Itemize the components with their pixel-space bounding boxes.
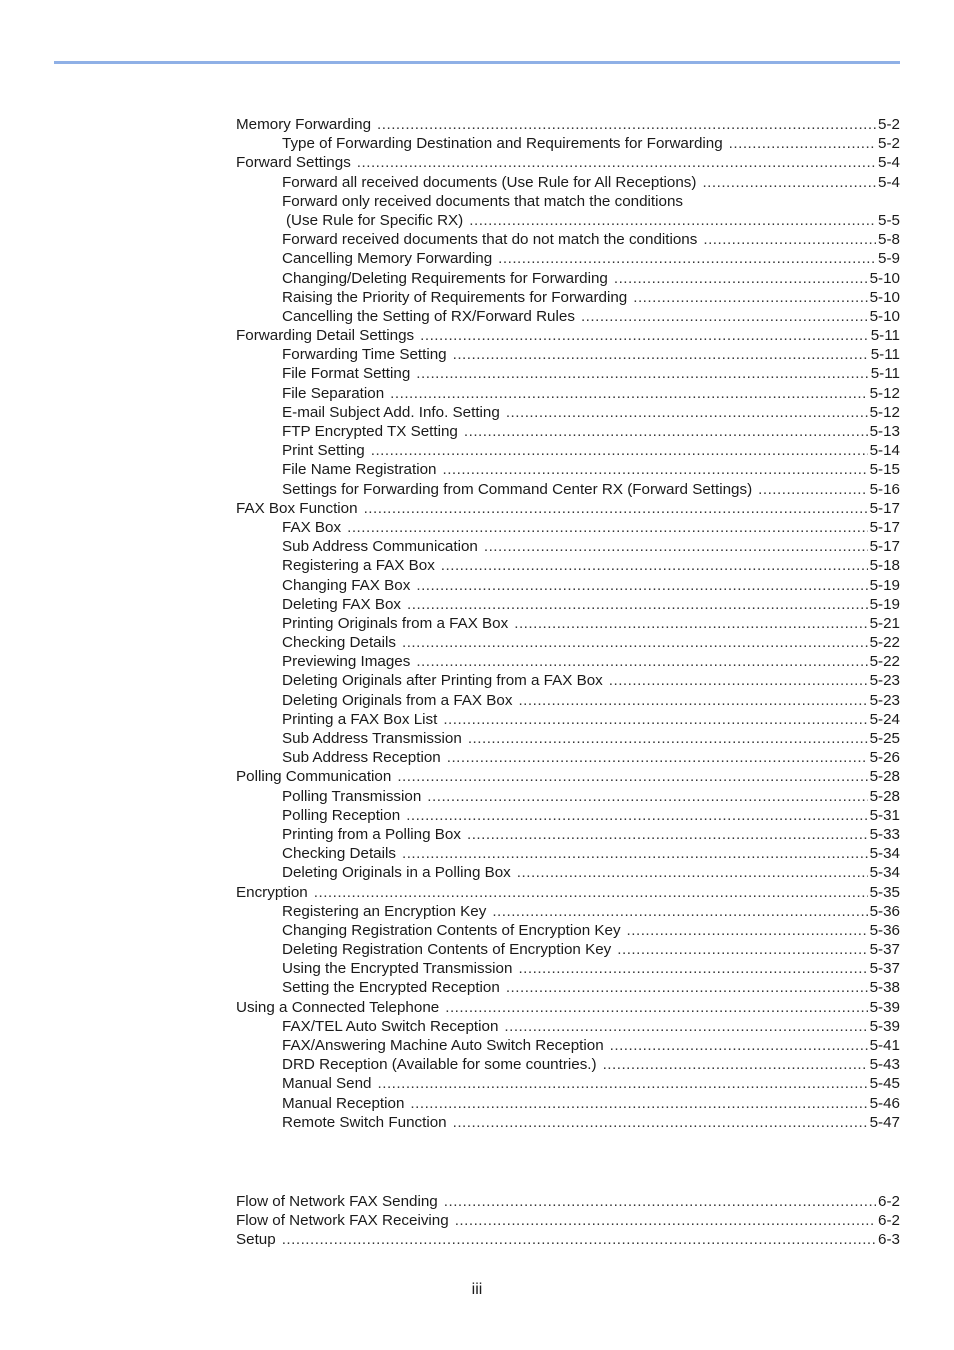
toc-entry-title: Registering an Encryption Key — [282, 902, 487, 920]
toc-entry[interactable] — [236, 825, 900, 844]
toc-entry-page: 5-4 — [878, 154, 900, 172]
toc-entry[interactable] — [236, 806, 900, 825]
toc-entry[interactable] — [236, 422, 900, 441]
toc-entry-page: 5-38 — [869, 979, 900, 997]
toc-entry-title: FAX/Answering Machine Auto Switch Reception — [282, 1037, 604, 1054]
toc-dot-leader — [609, 671, 868, 690]
toc-entry-page: 6-3 — [878, 1231, 900, 1249]
toc-entry-title: Printing a FAX Box List — [282, 710, 438, 728]
toc-entry[interactable] — [236, 345, 900, 364]
toc-dot-leader — [468, 729, 868, 748]
toc-entry-title: Flow of Network FAX Receiving — [236, 1212, 449, 1230]
toc-entry-title: Changing Registration Contents of Encryption Key — [282, 921, 621, 939]
toc-entry-page: 5-36 — [869, 902, 900, 920]
toc-entry-page: 5-37 — [869, 960, 900, 978]
toc-dot-leader — [729, 134, 876, 153]
toc-entry-page: 5-33 — [869, 825, 900, 843]
toc-dot-leader — [464, 422, 868, 441]
toc-entry-title: Deleting Originals in a Polling Box — [282, 864, 511, 882]
toc-entry-page: 5-16 — [869, 480, 900, 498]
toc-entry-title: Changing/Deleting Requirements for Forwarding — [282, 269, 608, 287]
toc-entry[interactable] — [236, 480, 900, 499]
toc-dot-leader — [390, 384, 867, 403]
toc-entry-title: Memory Forwarding — [236, 116, 372, 133]
toc-entry[interactable] — [236, 671, 900, 690]
toc-entry[interactable] — [236, 691, 900, 710]
toc-entry-title: Deleting Originals after Printing from a FAX Box — [282, 672, 603, 690]
toc-entry-page: 5-5 — [878, 211, 900, 229]
toc-entry-page: 5-21 — [869, 614, 900, 632]
toc-entry-title: Deleting Originals from a FAX Box — [282, 691, 513, 709]
toc-entry-page: 5-34 — [869, 845, 900, 863]
toc-entry-title: Deleting FAX Box — [282, 595, 402, 613]
toc-entry-title: Remote Switch Function — [282, 1113, 447, 1131]
toc-entry[interactable] — [236, 518, 900, 537]
toc-entry-page: 5-39 — [869, 998, 900, 1016]
toc-entry-page: 5-18 — [869, 557, 900, 575]
toc-dot-leader — [406, 806, 867, 825]
toc-entry-page: 5-25 — [869, 730, 900, 747]
toc-entry-page: 5-4 — [878, 173, 900, 191]
toc-entry-page: 5-12 — [869, 403, 900, 421]
toc-entry[interactable] — [236, 614, 900, 633]
toc-dot-leader — [377, 115, 876, 134]
toc-entry-title: Forward received documents that do not match the conditions — [282, 231, 698, 249]
toc-entry-title: Sub Address Reception — [282, 749, 441, 767]
toc-dot-leader — [702, 173, 876, 192]
toc-entry[interactable] — [236, 173, 900, 192]
toc-entry-title: Forward all received documents (Use Rule for All Receptions) — [282, 173, 697, 191]
toc-dot-leader — [703, 230, 876, 249]
toc-entry-page: 5-17 — [869, 518, 900, 536]
toc-entry-title: Registering a FAX Box — [282, 557, 435, 575]
toc-entry-page: 5-34 — [869, 864, 900, 882]
toc-entry-page: 5-35 — [869, 883, 900, 901]
toc-entry[interactable] — [236, 1055, 900, 1074]
toc-entry[interactable] — [236, 978, 900, 997]
toc-entry-page: 5-12 — [869, 384, 900, 402]
toc-entry-title: Polling Reception — [282, 806, 401, 824]
toc-entry[interactable] — [236, 1192, 900, 1211]
toc-entry-page: 5-13 — [869, 423, 900, 440]
toc-entry-page: 5-22 — [869, 634, 900, 652]
toc-entry-page: 5-24 — [869, 710, 900, 728]
toc-dot-leader — [397, 767, 867, 786]
toc-entry-page: 5-10 — [869, 307, 900, 325]
toc-entry-title: Cancelling Memory Forwarding — [282, 250, 493, 268]
toc-dot-leader — [416, 652, 867, 671]
toc-dot-leader — [506, 978, 868, 997]
toc-entry-title: Cancelling the Setting of RX/Forward Rules — [282, 307, 575, 325]
toc-entry[interactable] — [236, 921, 900, 940]
toc-entry-title: Forwarding Detail Settings — [236, 327, 415, 345]
toc-entry[interactable] — [236, 326, 900, 345]
toc-entry-title: Sub Address Transmission — [282, 730, 462, 747]
toc-dot-leader — [633, 288, 867, 307]
toc-entry-page: 5-36 — [869, 921, 900, 939]
toc-entry-page: 5-19 — [869, 595, 900, 613]
toc-entry-title: (Use Rule for Specific RX) — [286, 211, 464, 229]
toc-entry[interactable] — [236, 729, 900, 748]
toc-entry-page: 5-23 — [869, 672, 900, 690]
toc-entry-title: File Separation — [282, 384, 385, 402]
toc-dot-leader — [453, 1113, 868, 1132]
toc-dot-leader — [518, 959, 867, 978]
toc-entry[interactable] — [236, 1094, 900, 1113]
toc-entry-title: Printing Originals from a FAX Box — [282, 614, 509, 632]
toc-dot-leader — [498, 249, 876, 268]
toc-entry[interactable] — [236, 441, 900, 460]
toc-entry[interactable] — [236, 652, 900, 671]
toc-entry-title: Previewing Images — [282, 653, 411, 671]
toc-entry-page: 5-11 — [870, 346, 900, 364]
toc-entry-title: DRD Reception (Available for some countries.) — [282, 1056, 597, 1074]
toc-entry-title: Checking Details — [282, 634, 396, 652]
toc-dot-leader — [453, 345, 869, 364]
toc-entry-title: Type of Forwarding Destination and Requirements for Forwarding — [282, 135, 723, 153]
toc-dot-leader — [420, 326, 869, 345]
page-number: iii — [471, 1281, 483, 1298]
toc-dot-leader — [614, 269, 868, 288]
toc-entry-page: 5-22 — [869, 653, 900, 671]
toc-entry-page: 5-17 — [869, 538, 900, 556]
toc-entry[interactable] — [236, 595, 900, 614]
toc-entry[interactable] — [236, 767, 900, 786]
toc-dot-leader — [441, 556, 868, 575]
toc-dot-leader — [427, 787, 867, 806]
toc-entry-page: 5-2 — [878, 135, 900, 153]
toc-dot-leader — [758, 480, 867, 499]
toc-entry[interactable] — [236, 1113, 900, 1132]
header-rule — [54, 61, 900, 64]
toc-entry-page: 5-45 — [869, 1075, 900, 1093]
toc-dot-leader — [442, 460, 867, 479]
toc-dot-leader — [347, 518, 868, 537]
toc-entry-page: 5-39 — [869, 1017, 900, 1035]
toc-entry-page: 5-47 — [869, 1113, 900, 1131]
toc-dot-leader — [364, 499, 868, 518]
toc-entry-title: Raising the Priority of Requirements for Forwarding — [282, 288, 628, 306]
toc-entry-title: Flow of Network FAX Sending — [236, 1193, 438, 1210]
toc-entry-title: Manual Reception — [282, 1094, 405, 1112]
toc-dot-leader — [407, 595, 868, 614]
toc-entry-title: Print Setting — [282, 442, 365, 460]
toc-entry[interactable] — [236, 211, 900, 230]
toc-entry[interactable] — [236, 576, 900, 595]
toc-entry-page: 5-9 — [878, 250, 900, 268]
toc-entry[interactable] — [236, 902, 900, 921]
toc-entry-title: Printing from a Polling Box — [282, 825, 461, 843]
toc-dot-leader — [518, 691, 867, 710]
toc-entry-title: Forward Settings — [236, 154, 351, 172]
toc-entry[interactable] — [236, 307, 900, 326]
toc-entry-title: Encryption — [236, 883, 308, 901]
toc-dot-leader — [416, 364, 868, 383]
toc-entry[interactable] — [236, 787, 900, 806]
toc-dot-leader — [455, 1211, 876, 1230]
toc-entry-title: Forwarding Time Setting — [282, 346, 447, 364]
toc-entry-page: 5-28 — [869, 787, 900, 805]
toc-entry-page: 5-8 — [878, 231, 900, 249]
toc-section-6 — [236, 1192, 900, 1250]
toc-dot-leader — [410, 1094, 867, 1113]
toc-entry[interactable] — [236, 863, 900, 882]
toc-dot-leader — [610, 1036, 868, 1055]
toc-entry-page: 5-28 — [869, 768, 900, 786]
toc-dot-leader — [445, 998, 867, 1017]
toc-dot-leader — [506, 403, 868, 422]
toc-dot-leader — [492, 902, 867, 921]
toc-dot-leader — [517, 863, 868, 882]
toc-entry-title: Sub Address Communication — [282, 538, 478, 556]
toc-entry-title: Setting the Encrypted Reception — [282, 979, 500, 997]
toc-entry-page: 5-14 — [869, 442, 900, 460]
toc-entry[interactable] — [236, 844, 900, 863]
toc-section-5 — [236, 115, 900, 1132]
toc-dot-leader — [447, 748, 868, 767]
toc-dot-leader — [357, 153, 876, 172]
toc-entry-title: FAX Box — [282, 518, 342, 536]
toc-dot-leader — [469, 211, 876, 230]
toc-entry[interactable] — [236, 269, 900, 288]
toc-dot-leader — [467, 825, 868, 844]
toc-entry[interactable] — [236, 748, 900, 767]
toc-entry-page: 5-31 — [869, 806, 900, 824]
toc-dot-leader — [603, 1055, 868, 1074]
toc-dot-leader — [443, 710, 867, 729]
toc-entry[interactable] — [236, 1036, 900, 1055]
toc-entry[interactable] — [236, 1074, 900, 1093]
toc-entry-page: 5-37 — [869, 941, 900, 959]
toc-dot-leader — [504, 1017, 867, 1036]
toc-entry[interactable] — [236, 633, 900, 652]
toc-dot-leader — [484, 537, 868, 556]
toc-dot-leader — [444, 1192, 876, 1211]
toc-entry[interactable] — [236, 556, 900, 575]
toc-entry[interactable] — [236, 1211, 900, 1230]
toc-entry-page: 6-2 — [878, 1212, 900, 1230]
toc-entry[interactable] — [236, 537, 900, 556]
toc-dot-leader — [627, 921, 868, 940]
toc-entry[interactable] — [236, 153, 900, 172]
toc-dot-leader — [282, 1230, 876, 1249]
toc-dot-leader — [402, 844, 868, 863]
toc-dot-leader — [617, 940, 867, 959]
toc-entry[interactable] — [236, 1230, 900, 1249]
toc-entry-page: 5-23 — [869, 691, 900, 709]
toc-dot-leader — [371, 441, 868, 460]
toc-entry-title: Changing FAX Box — [282, 576, 411, 594]
toc-dot-leader — [514, 614, 867, 633]
toc-entry[interactable] — [236, 384, 900, 403]
toc-entry-page: 5-46 — [869, 1094, 900, 1112]
toc-entry-page: 5-43 — [869, 1056, 900, 1074]
toc-entry-title: Manual Send — [282, 1075, 372, 1093]
toc-entry-title: File Name Registration — [282, 461, 437, 479]
toc-dot-leader — [416, 576, 867, 595]
toc-entry-title: Forward only received documents that match the conditions — [282, 192, 683, 210]
toc-dot-leader — [402, 633, 868, 652]
toc-entry-page: 5-10 — [869, 288, 900, 306]
toc-entry-page: 5-10 — [869, 269, 900, 287]
toc-dot-leader — [581, 307, 868, 326]
toc-entry[interactable] — [236, 192, 900, 211]
toc-entry-page: 5-2 — [878, 116, 900, 133]
toc-entry-title: Polling Transmission — [282, 787, 422, 805]
toc-entry[interactable] — [236, 115, 900, 134]
toc-entry[interactable] — [236, 364, 900, 383]
toc-dot-leader — [378, 1074, 868, 1093]
toc-entry[interactable] — [236, 288, 900, 307]
toc-entry-title: Checking Details — [282, 845, 396, 863]
toc-entry-title: Using the Encrypted Transmission — [282, 960, 513, 978]
toc-entry[interactable] — [236, 940, 900, 959]
toc-entry-title: FTP Encrypted TX Setting — [282, 423, 458, 440]
toc-entry-page: 6-2 — [878, 1193, 900, 1210]
toc-entry-title: Setup — [236, 1231, 276, 1249]
toc-entry[interactable] — [236, 959, 900, 978]
toc-entry[interactable] — [236, 460, 900, 479]
toc-entry[interactable] — [236, 230, 900, 249]
toc-entry[interactable] — [236, 710, 900, 729]
toc-entry-page: 5-19 — [869, 576, 900, 594]
toc-entry-title: Settings for Forwarding from Command Center RX (Forward Settings) — [282, 480, 753, 498]
toc-entry-page: 5-11 — [870, 327, 900, 345]
toc-entry-title: Polling Communication — [236, 768, 392, 786]
toc-entry-page: 5-15 — [869, 461, 900, 479]
toc-entry-title: FAX Box Function — [236, 499, 358, 517]
toc-entry-title: File Format Setting — [282, 365, 411, 383]
toc-entry[interactable] — [236, 1017, 900, 1036]
toc-entry-title: Deleting Registration Contents of Encryption Key — [282, 941, 612, 959]
toc-entry-page: 5-26 — [869, 749, 900, 767]
toc-entry-title: Using a Connected Telephone — [236, 998, 440, 1016]
toc-entry-title: E-mail Subject Add. Info. Setting — [282, 403, 500, 421]
toc-entry-page: 5-17 — [869, 499, 900, 517]
toc-entry[interactable] — [236, 883, 900, 902]
toc-entry[interactable] — [236, 998, 900, 1017]
toc-entry-page: 5-11 — [870, 365, 900, 383]
toc-entry[interactable] — [236, 499, 900, 518]
toc-entry[interactable] — [236, 403, 900, 422]
toc-dot-leader — [314, 883, 868, 902]
toc-entry-title: FAX/TEL Auto Switch Reception — [282, 1017, 499, 1035]
toc-entry[interactable] — [236, 249, 900, 268]
toc-entry[interactable] — [236, 134, 900, 153]
toc-entry-page: 5-41 — [869, 1037, 900, 1054]
